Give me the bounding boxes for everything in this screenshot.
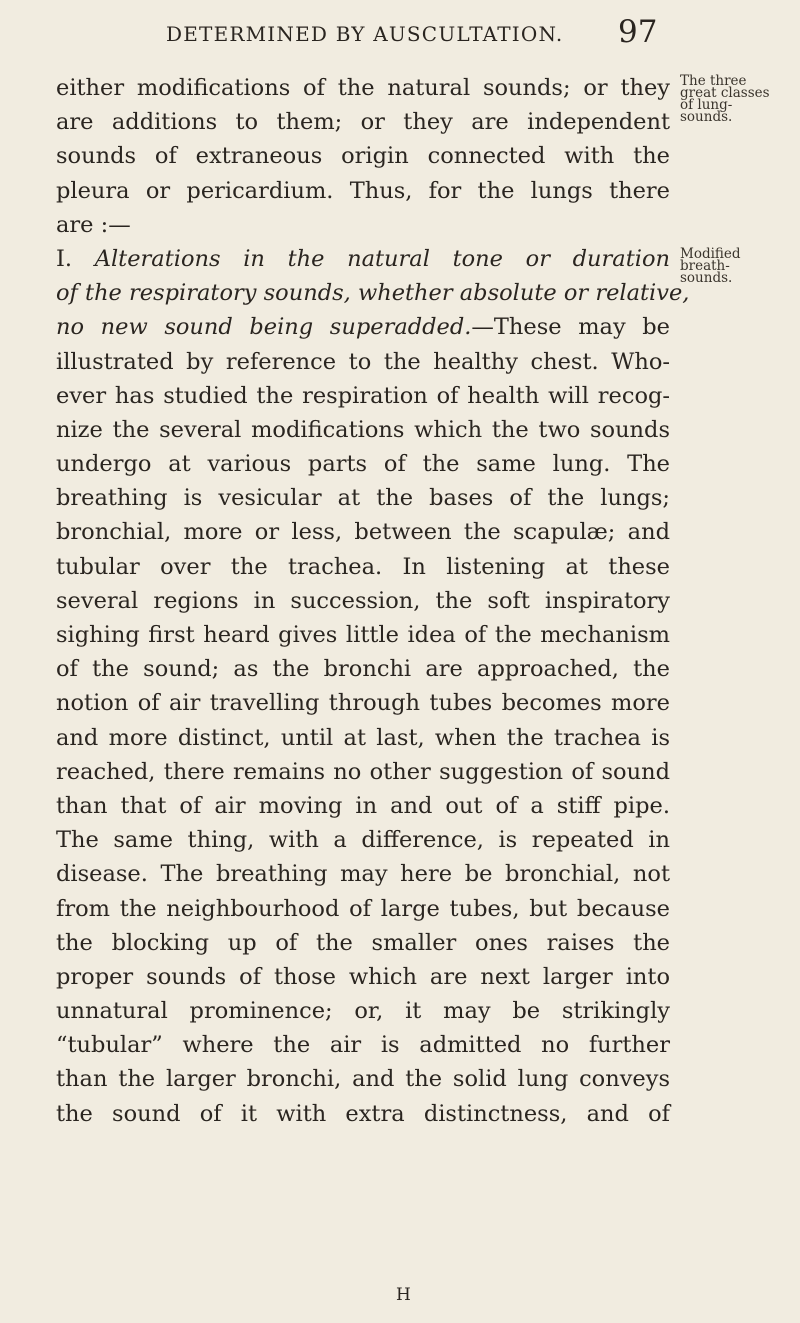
text-line: proper sounds of those which are next larger into [56, 963, 670, 990]
margin-note-line: of lung- [680, 97, 733, 113]
margin-note-great-classes [680, 75, 770, 123]
text-line: than that of air moving in and out of a stiff pipe. [56, 792, 670, 819]
signature-mark: H [396, 1285, 411, 1305]
text-line: the blocking up of the smaller ones raises the [56, 929, 670, 956]
text-line: tubular over the trachea. In listening at these [56, 553, 670, 580]
text-line: either modifications of the natural sounds; or they [56, 75, 670, 101]
page-header [166, 14, 686, 54]
text-line: notion of air travelling through tubes becomes more [56, 690, 670, 717]
margin-note-modified-breath-sounds [680, 248, 741, 284]
text-line: undergo at various parts of the same lung. The [56, 451, 670, 478]
text-line: bronchial, more or less, between the scapulæ; and [56, 519, 670, 546]
section-heading-line [56, 310, 670, 344]
margin-note-line: The three [680, 73, 747, 89]
text-line: The same thing, with a difference, is repeated in [56, 827, 670, 854]
text-line: sounds of extraneous origin connected with the [56, 143, 670, 170]
margin-note-line: Modified [680, 246, 741, 262]
text-line: than the larger bronchi, and the solid lung conveys [56, 1066, 670, 1093]
text-line: ever has studied the respiration of health will recog- [56, 382, 670, 409]
section-heading-roman: —These may be [471, 314, 670, 341]
section-heading-italic: of the respiratory sounds, whether absolute or relative, [56, 280, 690, 307]
text-line: illustrated by reference to the healthy chest. Who- [56, 348, 670, 375]
text-line: are additions to them; or they are independent [56, 109, 670, 136]
text-line: are :— [56, 211, 131, 238]
text-line: sighing first heard gives little idea of the mechanism [56, 622, 670, 648]
text-line: the sound of it with extra distinctness, and of [56, 1100, 670, 1127]
margin-note-line: breath- [680, 258, 730, 274]
running-head: DETERMINED BY AUSCULTATION. [166, 22, 564, 46]
margin-note-line: sounds. [680, 270, 733, 286]
text-line: “tubular” where the air is admitted no further [56, 1032, 670, 1059]
text-line: nize the several modifications which the two sounds [56, 416, 670, 443]
section-numeral: I. [56, 245, 95, 272]
text-line: from the neighbourhood of large tubes, but because [56, 895, 670, 922]
text-line: of the sound; as the bronchi are approached, the [56, 656, 670, 683]
text-line: pleura or pericardium. Thus, for the lungs there [56, 177, 670, 204]
text-line: disease. The breathing may here be bronchial, not [56, 861, 670, 888]
margin-note-line: great classes [680, 85, 770, 101]
section-heading-italic: no new sound being superadded. [56, 314, 472, 341]
text-line: several regions in succession, the soft inspiratory [56, 587, 670, 614]
page-number: 97 [618, 14, 658, 50]
text-line: and more distinct, until at last, when the trachea is [56, 724, 670, 751]
section-heading-line [56, 276, 690, 310]
body-text [56, 71, 690, 1131]
section-heading-italic: Alterations in the natural tone or duration [94, 245, 670, 272]
text-line: unnatural prominence; or, it may be strikingly [56, 998, 670, 1025]
section-heading-line [56, 242, 670, 276]
text-line: breathing is vesicular at the bases of the lungs; [56, 485, 670, 512]
text-line: reached, there remains no other suggestion of sound [56, 758, 670, 785]
margin-note-line: sounds. [680, 109, 733, 125]
